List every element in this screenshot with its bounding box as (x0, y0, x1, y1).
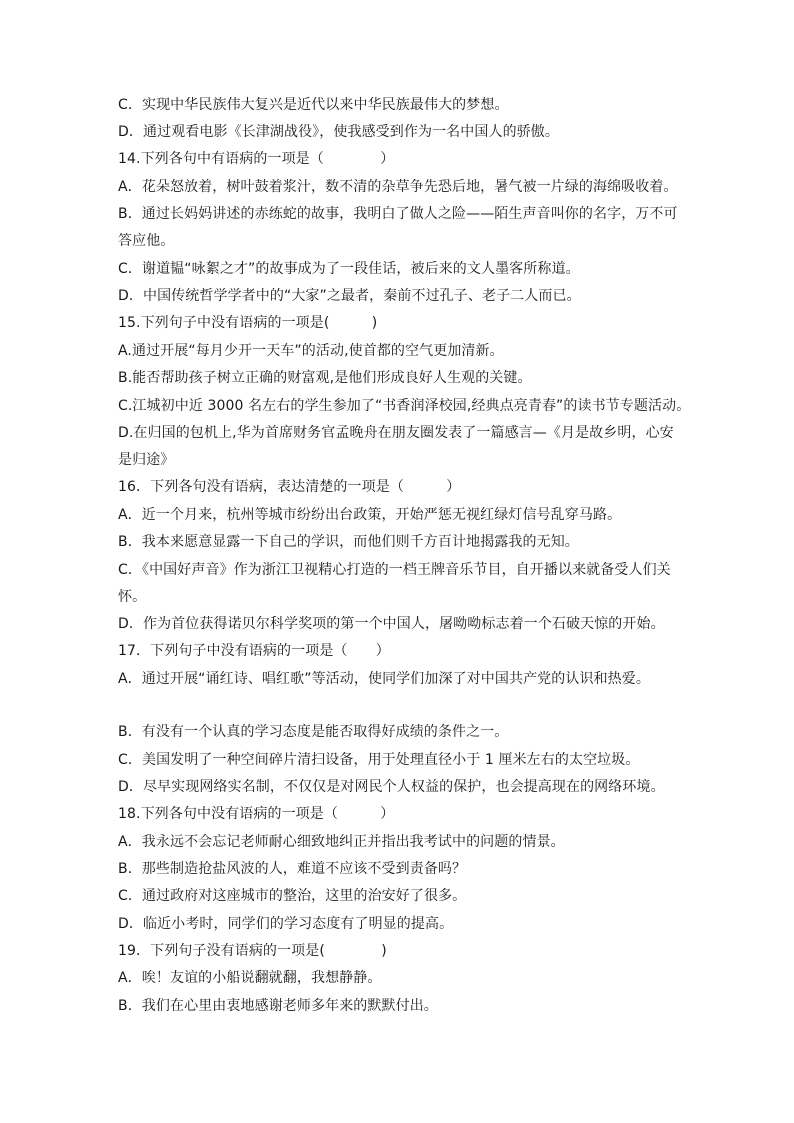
text-line: B．那些制造抢盐风波的人，难道不应该不受到责备吗？ (118, 861, 467, 877)
text-line: A.通过开展“每月少开一天车”的活动,使首都的空气更加清新。 (118, 343, 504, 359)
text-line: 是归途》 (118, 452, 175, 468)
text-line: C．《中国好声音》作为浙江卫视精心打造的一档王牌音乐节目，自开播以来就备受人们关 (118, 562, 671, 578)
text-line: D．临近小考时，同学们的学习态度有了明显的提高。 (118, 916, 454, 932)
text-line: B．我本来愿意显露一下自己的学识，而他们则千方百计地揭露我的无知。 (118, 534, 579, 550)
text-line: D．尽早实现网络实名制，不仅仅是对网民个人权益的保护，也会提高现在的网络环境。 (118, 779, 665, 795)
text-line: A．通过开展“诵红诗、唱红歌”等活动，使同学们加深了对中国共产党的认识和热爱。 (118, 671, 650, 687)
text-line: B．我们在心里由衷地感谢老师多年来的默默付出。 (118, 998, 438, 1014)
question-19: 19．下列句子没有语病的一项是( ) (118, 943, 387, 959)
text-line: A．近一个月来，杭州等城市纷纷出台政策，开始严惩无视红绿灯信号乱穿马路。 (118, 507, 622, 523)
text-line: C．谢道韫“咏絮之才”的故事成为了一段佳话，被后来的文人墨客所称道。 (118, 261, 580, 277)
text-line: D.在归国的包机上,华为首席财务官孟晚舟在朋友圈发表了一篇感言—《月是故乡明，心安 (118, 425, 674, 441)
question-14: 14.下列各句中有语病的一项是（ ） (118, 151, 395, 167)
text-line: B．有没有一个认真的学习态度是能否取得好成绩的条件之一。 (118, 724, 509, 740)
text-line: 答应他。 (118, 233, 175, 249)
question-15: 15.下列句子中没有语病的一项是( ) (118, 315, 378, 331)
text-line: C．通过政府对这座城市的整治，这里的治安好了很多。 (118, 888, 467, 904)
text-line: D．作为首位获得诺贝尔科学奖项的第一个中国人，屠呦呦标志着一个石破天惊的开始。 (118, 616, 665, 632)
question-17: 17．下列句子中没有语病的一项是（ ） (118, 643, 390, 659)
text-line: B．通过长妈妈讲述的赤练蛇的故事，我明白了做人之险——陌生声音叫你的名字，万不可 (118, 206, 678, 222)
text-line: C.江城初中近 3000 名左右的学生参加了“书香润泽校园,经典点亮青春”的读书节专题活动。 (118, 398, 691, 414)
text-line: B.能否帮助孩子树立正确的财富观,是他们形成良好人生观的关键。 (118, 370, 532, 386)
text-line: C．实现中华民族伟大复兴是近代以来中华民族最伟大的梦想。 (118, 97, 509, 113)
text-line: A．我永远不会忘记老师耐心细致地纠正并指出我考试中的问题的情景。 (118, 834, 565, 850)
text-line: D．通过观看电影《长津湖战役》，使我感受到作为一名中国人的骄傲。 (118, 124, 559, 140)
text-line: A．花朵怒放着，树叶鼓着浆汁，数不清的杂草争先恐后地，暑气被一片绿的海绵吸收着。 (118, 179, 678, 195)
text-line: 怀。 (118, 589, 147, 605)
text-line: A．唉！友谊的小船说翻就翻，我想静静。 (118, 970, 382, 986)
text-line: D．中国传统哲学学者中的“大家”之最者，秦前不过孔子、老子二人而已。 (118, 288, 581, 304)
text-line: C．美国发明了一种空间碎片清扫设备，用于处理直径小于 1 厘米左右的太空垃圾。 (118, 752, 640, 768)
question-16: 16．下列各句没有语病，表达清楚的一项是（ ） (118, 479, 461, 495)
question-18: 18.下列各句中没有语病的一项是（ ） (118, 806, 395, 822)
